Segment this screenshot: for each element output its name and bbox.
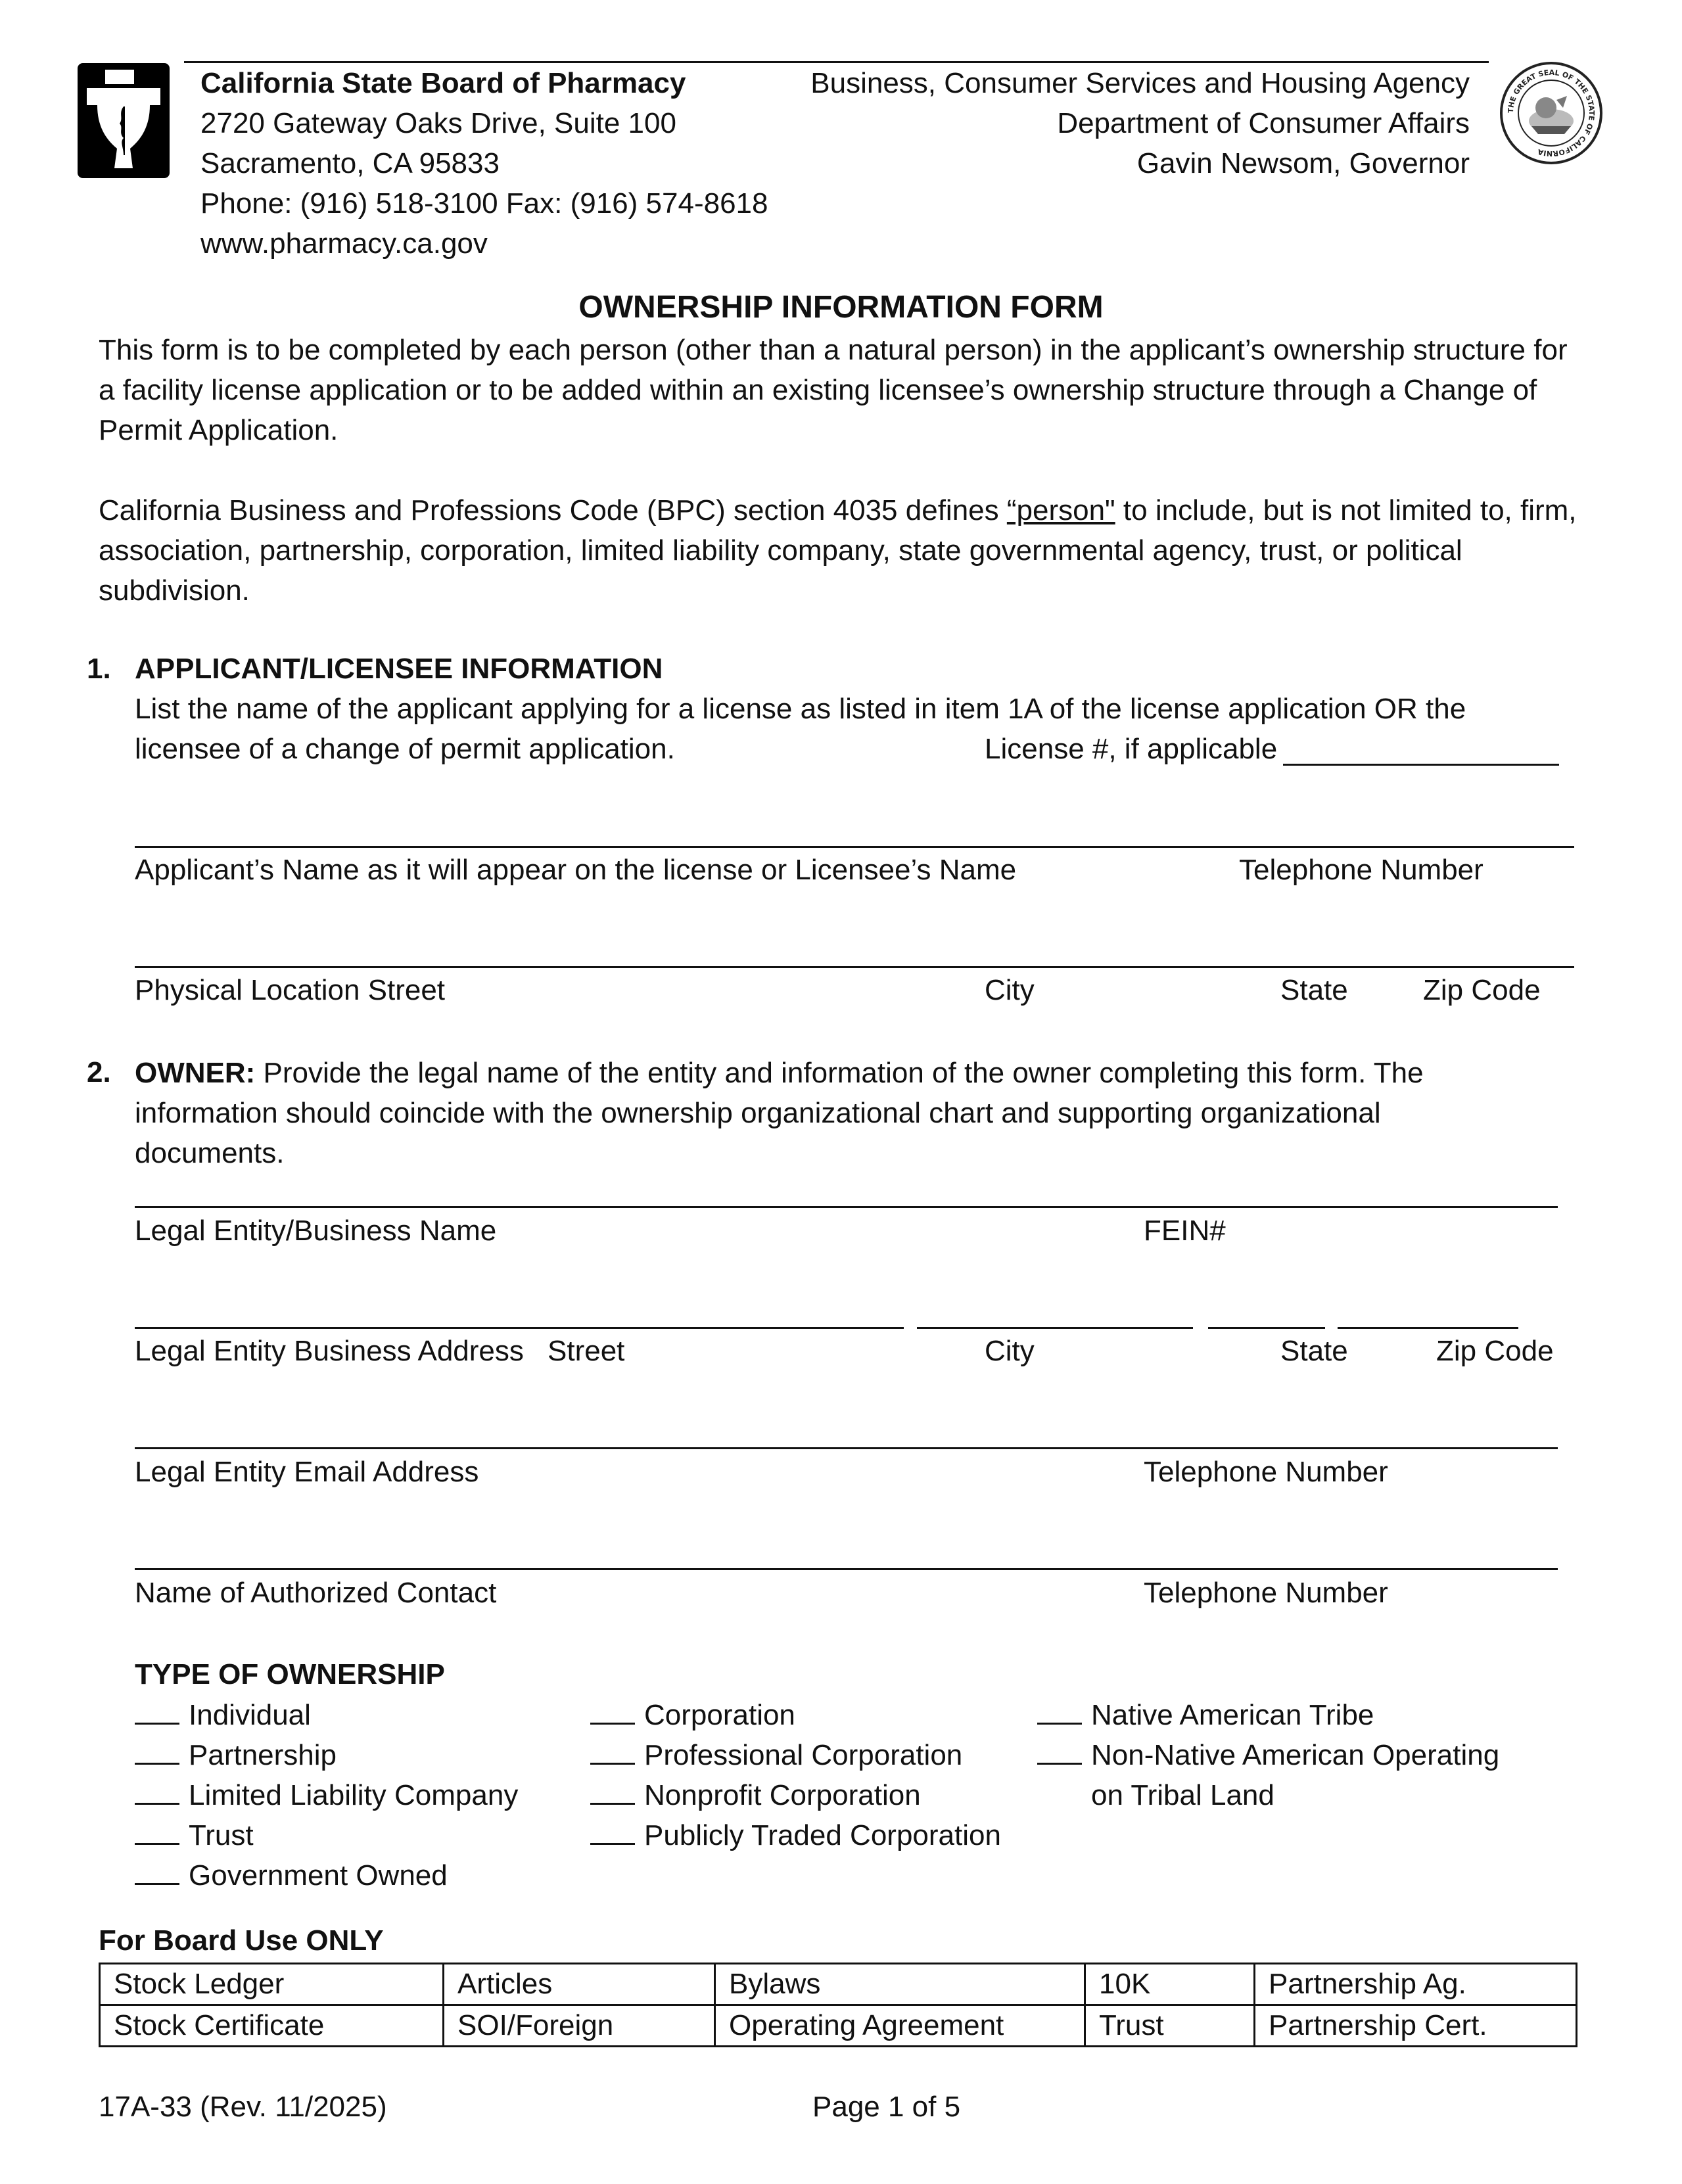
- bpc-definition: [99, 490, 1584, 611]
- bpc-text-after: to include, but is not limited to, firm, association, partnership, corporation, limited liability company, state governmental agency, trust, or political subdivision.: [99, 494, 1577, 607]
- board-address-line1: 2720 Gateway Oaks Drive, Suite 100: [200, 107, 676, 139]
- ownership-option: [135, 1775, 518, 1815]
- license-number-field[interactable]: [1283, 764, 1559, 766]
- ownership-option-label: Native American Tribe: [1091, 1699, 1374, 1731]
- svg-text:THE GREAT SEAL OF THE STATE OF: THE GREAT SEAL OF THE STATE OF CALIFORNIA: [1506, 68, 1597, 158]
- table-cell: 10K: [1085, 1964, 1255, 2005]
- ownership-option-label: Non-Native American Operating: [1091, 1739, 1500, 1771]
- business-zip-label: Zip Code: [1436, 1335, 1554, 1367]
- ownership-option-label: Individual: [189, 1699, 311, 1731]
- section2-number: 2.: [87, 1056, 111, 1088]
- ownership-checkbox-blank[interactable]: [590, 1696, 635, 1725]
- email-field[interactable]: [135, 1447, 1558, 1449]
- ownership-option-label: Partnership: [189, 1739, 337, 1771]
- table-row: [100, 2005, 1577, 2047]
- section1-instruction-line1: List the name of the applicant applying for a license as listed in item 1A of the license application OR the: [135, 693, 1466, 725]
- business-street-field[interactable]: [135, 1327, 904, 1329]
- section2-heading: OWNER:: [135, 1057, 256, 1089]
- ownership-checkbox-blank[interactable]: [590, 1736, 635, 1765]
- table-cell: Partnership Cert.: [1255, 2005, 1577, 2047]
- section2-instruction-text: Provide the legal name of the entity and information of the owner completing this form. The information should coincide with the ownership organizational chart and supporting organizational documents.: [135, 1057, 1424, 1169]
- ownership-option-label: Corporation: [644, 1699, 795, 1731]
- ownership-option-label: Nonprofit Corporation: [644, 1779, 921, 1811]
- email-label: Legal Entity Email Address: [135, 1456, 479, 1488]
- table-cell: Partnership Ag.: [1255, 1964, 1577, 2005]
- ownership-option: [590, 1695, 795, 1735]
- ownership-checkbox-blank[interactable]: [590, 1777, 635, 1805]
- page-number: Page 1 of 5: [812, 2091, 961, 2123]
- ownership-checkbox-blank[interactable]: [135, 1736, 179, 1765]
- table-cell: Stock Ledger: [100, 1964, 444, 2005]
- applicant-telephone-label: Telephone Number: [1239, 854, 1483, 886]
- ownership-checkbox-blank[interactable]: [135, 1857, 179, 1885]
- ownership-option: [135, 1695, 311, 1735]
- ownership-option: [135, 1855, 448, 1895]
- bpc-text-before: California Business and Professions Code (BPC) section 4035 defines: [99, 494, 1007, 526]
- physical-state-label: State: [1280, 974, 1348, 1006]
- agency-name: Business, Consumer Services and Housing Agency: [810, 67, 1470, 99]
- ownership-option-label: Limited Liability Company: [189, 1779, 519, 1811]
- physical-city-label: City: [985, 974, 1035, 1006]
- applicant-name-label: Applicant’s Name as it will appear on the license or Licensee’s Name: [135, 854, 1017, 886]
- applicant-name-field[interactable]: [135, 846, 1574, 848]
- mortar-pestle-logo-icon: [78, 63, 170, 178]
- board-website: www.pharmacy.ca.gov: [200, 227, 488, 260]
- ownership-option-label: Government Owned: [189, 1859, 448, 1892]
- ownership-heading: TYPE OF OWNERSHIP: [135, 1658, 445, 1690]
- board-phone-fax: Phone: (916) 518-3100 Fax: (916) 574-8618: [200, 187, 768, 220]
- form-intro: This form is to be completed by each person (other than a natural person) in the applicant’s ownership structure for a facility license application or to be added within an existing licensee’s ownership structure through a Change of Permit Application.: [99, 334, 1568, 446]
- business-state-label: State: [1280, 1335, 1348, 1367]
- governor-name: Gavin Newsom, Governor: [1136, 147, 1470, 179]
- business-state-field[interactable]: [1208, 1327, 1325, 1329]
- ownership-checkbox-blank[interactable]: [1037, 1696, 1082, 1725]
- section1-number: 1.: [87, 653, 111, 685]
- ownership-option: [590, 1815, 1001, 1855]
- board-use-table: [99, 1963, 1577, 2047]
- ownership-checkbox-blank[interactable]: [135, 1696, 179, 1725]
- table-cell: Bylaws: [715, 1964, 1085, 2005]
- ownership-option: [590, 1735, 962, 1775]
- business-street-label: Street: [548, 1335, 625, 1367]
- authorized-contact-label: Name of Authorized Contact: [135, 1577, 497, 1609]
- physical-zip-label: Zip Code: [1423, 974, 1541, 1006]
- table-row: [100, 1964, 1577, 2005]
- section1-heading: APPLICANT/LICENSEE INFORMATION: [135, 653, 663, 685]
- ownership-option: [135, 1815, 254, 1855]
- table-cell: SOI/Foreign: [444, 2005, 715, 2047]
- section2-instruction: [135, 1053, 1535, 1173]
- ownership-checkbox-blank[interactable]: [1037, 1736, 1082, 1765]
- physical-location-field[interactable]: [135, 966, 1574, 968]
- business-city-label: City: [985, 1335, 1035, 1367]
- header-rule: [184, 61, 1489, 63]
- fein-label: FEIN#: [1144, 1215, 1226, 1247]
- ownership-option: [1037, 1735, 1499, 1775]
- ownership-option: [135, 1735, 337, 1775]
- authorized-contact-field[interactable]: [135, 1568, 1558, 1570]
- ownership-option-label: Publicly Traded Corporation: [644, 1819, 1001, 1851]
- ownership-checkbox-blank[interactable]: [135, 1817, 179, 1845]
- form-number: 17A-33 (Rev. 11/2025): [99, 2091, 387, 2123]
- table-cell: Articles: [444, 1964, 715, 2005]
- table-cell: Trust: [1085, 2005, 1255, 2047]
- board-use-heading: For Board Use ONLY: [99, 1924, 384, 1957]
- department-name: Department of Consumer Affairs: [1057, 107, 1470, 139]
- table-cell: Operating Agreement: [715, 2005, 1085, 2047]
- ownership-option-continuation: on Tribal Land: [1091, 1779, 1274, 1811]
- email-telephone-label: Telephone Number: [1144, 1456, 1388, 1488]
- board-address-line2: Sacramento, CA 95833: [200, 147, 500, 179]
- physical-street-label: Physical Location Street: [135, 974, 446, 1006]
- table-cell: Stock Certificate: [100, 2005, 444, 2047]
- license-number-label: License #, if applicable: [985, 733, 1278, 765]
- business-zip-field[interactable]: [1338, 1327, 1518, 1329]
- ownership-checkbox-blank[interactable]: [590, 1817, 635, 1845]
- person-definition-link[interactable]: “person": [1006, 494, 1115, 526]
- section1-instruction-line2: licensee of a change of permit application.: [135, 733, 675, 765]
- ownership-option: [1037, 1695, 1374, 1735]
- board-name: California State Board of Pharmacy: [200, 67, 686, 99]
- legal-entity-name-field[interactable]: [135, 1206, 1558, 1208]
- form-title: OWNERSHIP INFORMATION FORM: [578, 290, 1104, 325]
- ownership-option-label: Professional Corporation: [644, 1739, 963, 1771]
- ownership-option-label: Trust: [189, 1819, 254, 1851]
- ownership-option: [590, 1775, 921, 1815]
- board-logo: [78, 63, 170, 178]
- california-state-seal-icon: [1499, 60, 1604, 166]
- business-address-label: Legal Entity Business Address: [135, 1335, 524, 1367]
- contact-telephone-label: Telephone Number: [1144, 1577, 1388, 1609]
- ownership-checkbox-blank[interactable]: [135, 1777, 179, 1805]
- business-city-field[interactable]: [917, 1327, 1193, 1329]
- legal-entity-name-label: Legal Entity/Business Name: [135, 1215, 497, 1247]
